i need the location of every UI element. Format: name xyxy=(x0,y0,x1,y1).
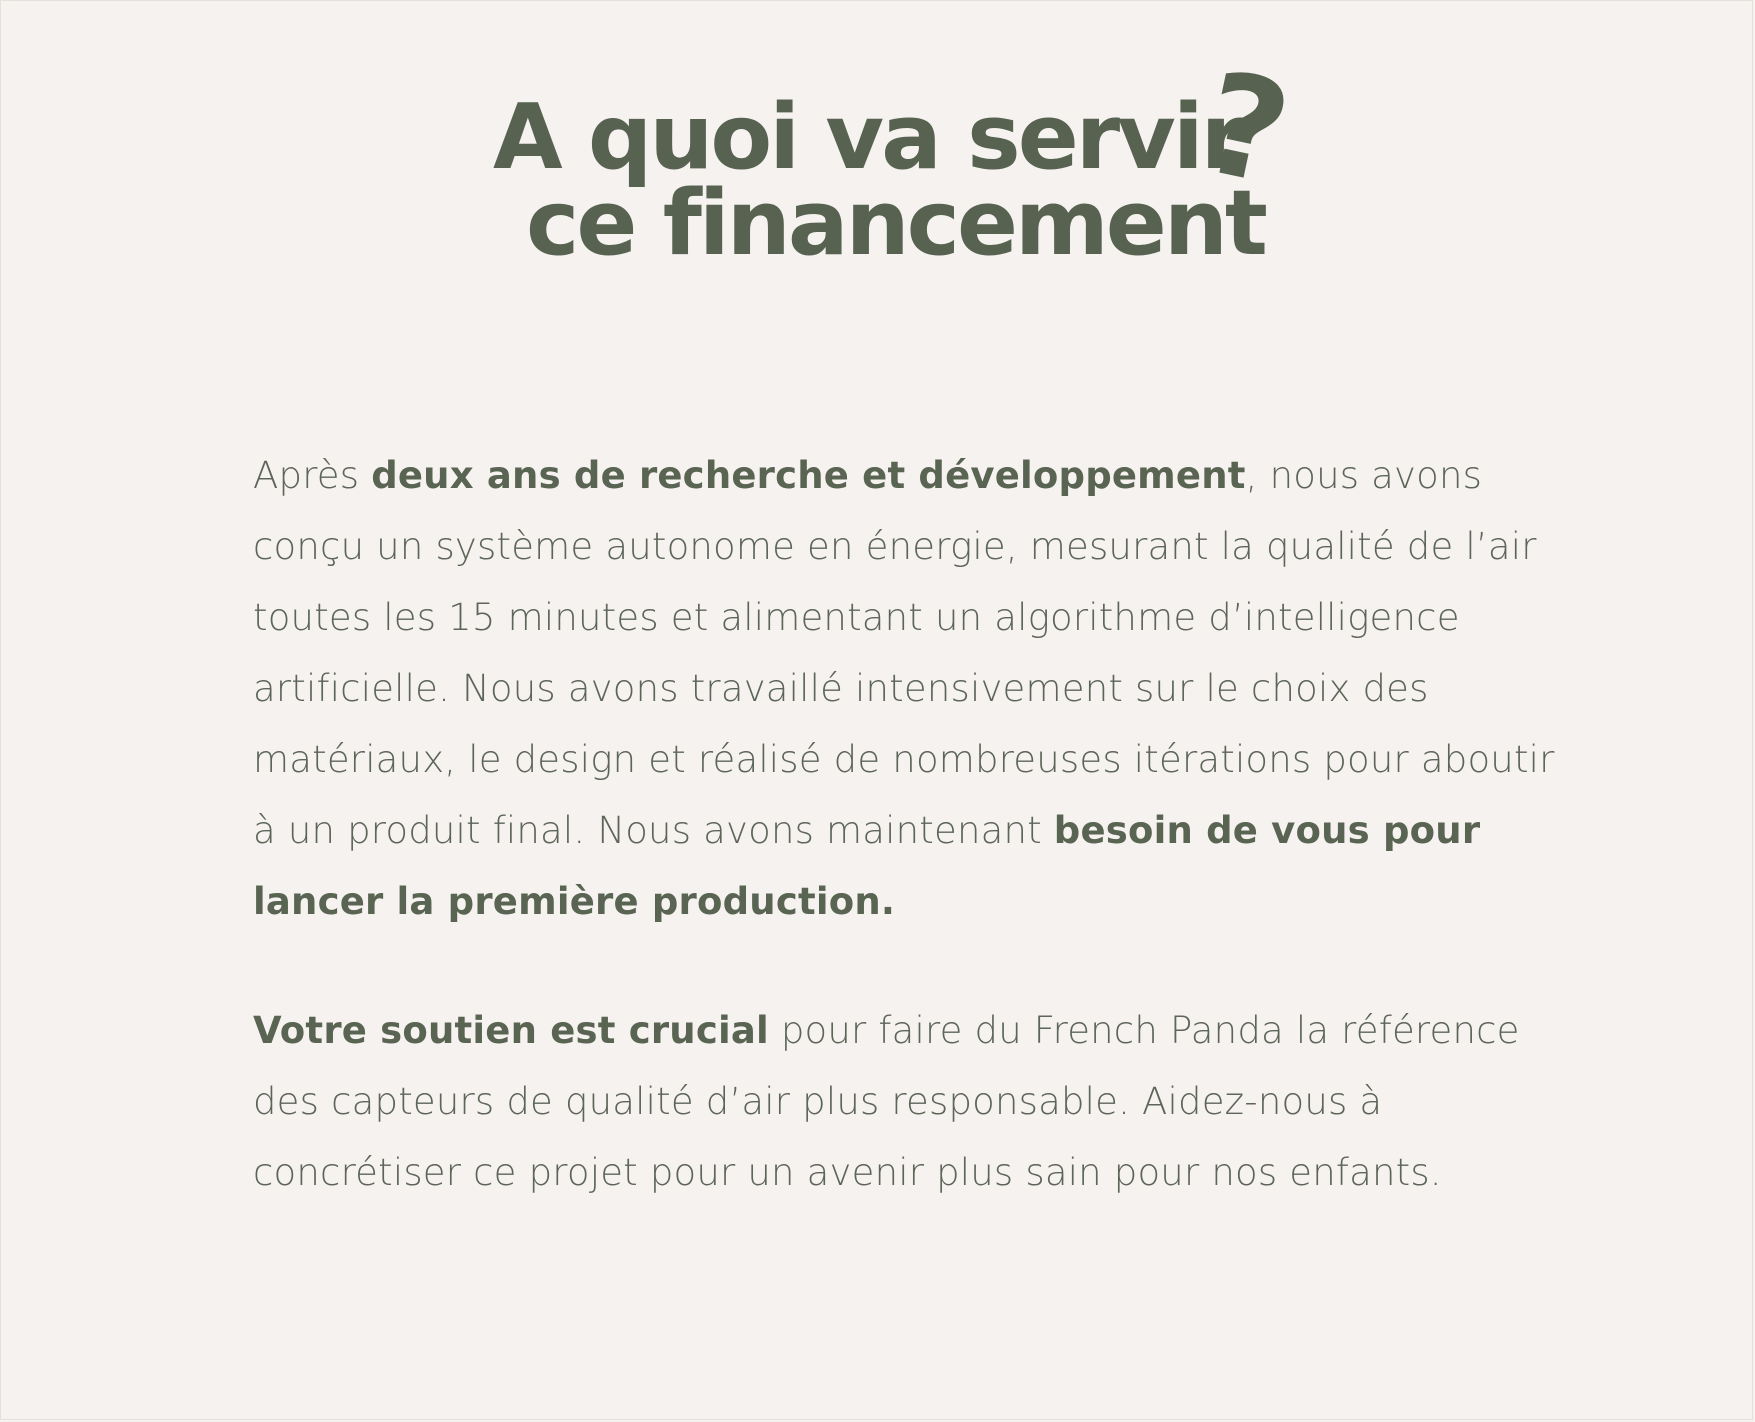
title-question-mark: ? xyxy=(1189,41,1303,218)
paragraph-1-text-2: , nous avons conçu un système autonome en énergie, mesurant la qualité de l’air toutes les 15 minutes et alimentant un algorithme d’intelligence artificielle. Nous avons travaillé intensivement sur le choix des matériaux, le design et réalisé de nombreuses itérations pour aboutir à un produit final. Nous avons maintenant xyxy=(253,454,1555,852)
paragraph-2-text-1: pour faire du French Panda la référence des capteurs de qualité d’air plus responsable. Aidez-nous à concrétiser ce projet pour un avenir plus sain pour nos enfants. xyxy=(253,1009,1520,1194)
paragraph-2 xyxy=(253,995,1563,1208)
body-text xyxy=(253,440,1563,1208)
paragraph-2-bold-1: Votre soutien est crucial xyxy=(253,1009,769,1052)
paragraph-1-bold-2: besoin de vous pour lancer la première production. xyxy=(253,809,1481,923)
title-line-1: A quoi va servir xyxy=(492,85,1243,190)
paragraph-1 xyxy=(253,440,1563,937)
title-line-2: ce financement xyxy=(526,171,1265,276)
page-title xyxy=(0,85,1755,276)
paragraph-1-text-1: Après xyxy=(253,454,372,497)
paragraph-1-bold-1: deux ans de recherche et développement xyxy=(371,454,1246,497)
